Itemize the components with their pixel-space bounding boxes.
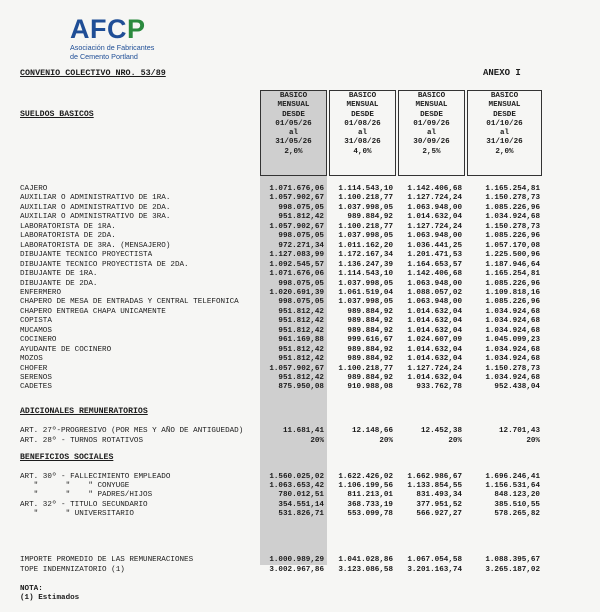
table-row-value: 20% [448, 436, 462, 445]
table-row-value: 910.988,08 [347, 383, 393, 392]
table-row-label: ART. 27º-PROGRESIVO (POR MES Y AÑO DE ANTIGUEDAD) [20, 427, 244, 435]
nota-line: (1) Estimados [20, 594, 80, 602]
table-row-value: 1.057.170,08 [485, 241, 540, 250]
table-row-value: 1.127.083,99 [269, 251, 324, 260]
table-row-value: 1.085.226,96 [485, 232, 540, 241]
table-row-label: LABORATORISTA DE 2DA. [20, 232, 116, 241]
table-row-label: LABORATORISTA DE 3RA. (MENSAJERO) [20, 241, 171, 250]
table-row-value: 1.014.632,04 [407, 326, 462, 335]
table-row-label: " " " PADRES/HIJOS [20, 491, 153, 500]
total-row-value: 3.002.967,86 [269, 565, 324, 574]
table-row-value: 1.100.218,77 [338, 194, 393, 203]
afcp-logo [70, 14, 190, 66]
table-row-value: 1.622.426,02 [338, 473, 393, 481]
table-row-value: 998.075,05 [278, 298, 324, 307]
table-row-value: 1.063.653,42 [269, 482, 324, 491]
table-row-value: 1.100.218,77 [338, 364, 393, 373]
total-row-value: 1.000.989,29 [269, 556, 324, 564]
table-row-value: 1.014.632,04 [407, 374, 462, 382]
table-row-value: 989.884,92 [347, 355, 393, 364]
total-row-label: IMPORTE PROMEDIO DE LAS REMUNERACIONES [20, 556, 194, 564]
table-row-label: MOZOS [20, 355, 43, 364]
table-row-value: 951.812,42 [278, 213, 324, 222]
table-row-value: 951.812,42 [278, 307, 324, 316]
table-row-value: 578.265,82 [494, 509, 540, 518]
table-row-label: DIBUJANTE TECNICO PROYECTISTA DE 2DA. [20, 260, 189, 269]
table-row-label: ART. 30º - FALLECIMIENTO EMPLEADO [20, 473, 171, 481]
table-row-value: 933.762,78 [416, 383, 462, 392]
column-header-3: BASICO MENSUAL DESDE 01/09/26 al 30/09/26 2,5% [413, 92, 450, 156]
table-row-value: 1.088.057,02 [407, 288, 462, 297]
table-row-value: 951.812,42 [278, 317, 324, 326]
table-row-value: 1.662.986,67 [407, 473, 462, 481]
table-row-value: 1.136.247,39 [338, 260, 393, 269]
table-row-value: 1.172.167,34 [338, 251, 393, 260]
table-row-label: CAJERO [20, 185, 48, 193]
table-row-value: 354.551,14 [278, 500, 324, 509]
table-row-value: 972.271,34 [278, 241, 324, 250]
table-row-value: 1.057.902,67 [269, 364, 324, 373]
table-row-value: 12.701,43 [498, 427, 540, 435]
total-row-value: 1.088.395,67 [485, 556, 540, 564]
table-row-value: 1.127.724,24 [407, 222, 462, 231]
table-row-label: ART. 32º - TITULO SECUNDARIO [20, 500, 148, 509]
table-row-value: 1.106.199,56 [338, 482, 393, 491]
table-row-label: MUCAMOS [20, 326, 52, 335]
table-row-label: COPISTA [20, 317, 52, 326]
table-row-value: 368.733,19 [347, 500, 393, 509]
table-row-value: 1.560.025,02 [269, 473, 324, 481]
table-row-value: 998.075,05 [278, 279, 324, 288]
table-row-label: SERENOS [20, 374, 52, 382]
table-row-value: 989.884,92 [347, 326, 393, 335]
logo-wordmark: AFCP [70, 14, 146, 44]
section-adicionales: ADICIONALES REMUNERATORIOS [20, 407, 148, 416]
table-row-value: 1.114.543,10 [338, 270, 393, 279]
table-row-label: CHAPERO DE MESA DE ENTRADAS Y CENTRAL TELEFONICA [20, 298, 239, 307]
table-row-value: 12.148,66 [351, 427, 393, 435]
nota-title: NOTA: [20, 585, 43, 593]
table-row-value: 1.156.531,64 [485, 482, 540, 491]
table-row-value: 1.014.632,04 [407, 345, 462, 354]
table-row-label: AUXILIAR O ADMINISTRATIVO DE 2DA. [20, 203, 171, 212]
table-row-value: 989.884,92 [347, 374, 393, 382]
table-row-value: 1.037.998,05 [338, 279, 393, 288]
total-row-value: 3.123.086,58 [338, 565, 393, 574]
table-row-value: 1.100.218,77 [338, 222, 393, 231]
table-row-value: 1.057.902,67 [269, 194, 324, 203]
table-row-value: 1.020.691,39 [269, 288, 324, 297]
table-row-value: 1.036.441,25 [407, 241, 462, 250]
table-row-value: 1.034.924,68 [485, 355, 540, 364]
table-row-value: 1.142.406,68 [407, 270, 462, 279]
table-row-value: 20% [310, 436, 324, 445]
total-row-value: 3.265.187,02 [485, 565, 540, 574]
section-sueldos: SUELDOS BASICOS [20, 110, 94, 119]
table-row-value: 1.071.676,06 [269, 270, 324, 279]
table-row-value: 1.164.653,57 [407, 260, 462, 269]
table-row-value: 1.127.724,24 [407, 364, 462, 373]
table-row-value: 811.213,01 [347, 491, 393, 500]
table-row-value: 1.092.545,57 [269, 260, 324, 269]
table-row-value: 1.085.226,96 [485, 279, 540, 288]
table-row-value: 1.225.500,96 [485, 251, 540, 260]
total-row-label: TOPE INDEMNIZATORIO (1) [20, 565, 125, 574]
table-row-label: AUXILIAR O ADMINISTRATIVO DE 3RA. [20, 213, 171, 222]
table-row-value: 875.950,08 [278, 383, 324, 392]
table-row-value: 999.616,67 [347, 336, 393, 345]
column-header-2: BASICO MENSUAL DESDE 01/08/26 al 31/08/26 4,0% [344, 92, 381, 156]
table-row-label: DIBUJANTE TECNICO PROYECTISTA [20, 251, 153, 260]
table-row-value: 951.812,42 [278, 326, 324, 335]
table-row-value: 1.014.632,04 [407, 317, 462, 326]
table-row-value: 1.061.519,04 [338, 288, 393, 297]
table-row-value: 1.034.924,68 [485, 317, 540, 326]
anexo-label: ANEXO I [483, 68, 521, 78]
table-row-value: 1.063.948,00 [407, 203, 462, 212]
logo-subtitle: Asociación de Fabricantes de Cemento Portland [70, 43, 155, 61]
table-row-label: " " " CONYUGE [20, 482, 130, 491]
table-row-label: CHOFER [20, 364, 48, 373]
table-row-value: 1.187.946,64 [485, 260, 540, 269]
table-row-value: 1.034.924,68 [485, 213, 540, 222]
table-row-value: 952.438,04 [494, 383, 540, 392]
table-row-label: ENFERMERO [20, 288, 62, 297]
table-row-value: 1.014.632,04 [407, 213, 462, 222]
table-row-label: CHAPERO ENTREGA CHAPA UNICAMENTE [20, 307, 166, 316]
table-row-value: 998.075,05 [278, 232, 324, 241]
table-row-value: 1.127.724,24 [407, 194, 462, 203]
table-row-value: 1.150.278,73 [485, 364, 540, 373]
table-row-label: AYUDANTE DE COCINERO [20, 345, 112, 354]
total-row-value: 3.201.163,74 [407, 565, 462, 574]
table-row-value: 1.063.948,00 [407, 232, 462, 241]
table-row-value: 20% [379, 436, 393, 445]
table-row-value: 1.085.226,96 [485, 298, 540, 307]
table-row-value: 377.951,52 [416, 500, 462, 509]
table-row-value: 951.812,42 [278, 355, 324, 364]
table-row-value: 531.826,71 [278, 509, 324, 518]
table-row-value: 1.109.818,16 [485, 288, 540, 297]
column-header-1: BASICO MENSUAL DESDE 01/05/26 al 31/05/26 2,0% [275, 92, 312, 156]
table-row-value: 961.169,88 [278, 336, 324, 345]
table-row-value: 1.057.902,67 [269, 222, 324, 231]
table-row-value: 1.063.948,00 [407, 298, 462, 307]
table-row-value: 1.034.924,68 [485, 345, 540, 354]
table-row-value: 1.034.924,68 [485, 307, 540, 316]
table-row-value: 11.681,41 [282, 427, 324, 435]
table-row-value: 1.014.632,04 [407, 307, 462, 316]
table-row-label: DIBUJANTE DE 2DA. [20, 279, 98, 288]
total-row-value: 1.067.054,58 [407, 556, 462, 564]
table-row-label: DIBUJANTE DE 1RA. [20, 270, 98, 279]
table-row-value: 1.037.998,05 [338, 298, 393, 307]
table-row-value: 20% [526, 436, 540, 445]
table-row-value: 989.884,92 [347, 317, 393, 326]
table-row-value: 12.452,38 [420, 427, 462, 435]
table-row-value: 989.884,92 [347, 345, 393, 354]
table-row-label: LABORATORISTA DE 1RA. [20, 222, 116, 231]
table-row-value: 1.150.278,73 [485, 194, 540, 203]
table-row-value: 1.165.254,81 [485, 185, 540, 193]
table-row-label: CADETES [20, 383, 52, 392]
table-row-value: 385.510,55 [494, 500, 540, 509]
table-row-value: 1.696.246,41 [485, 473, 540, 481]
table-row-value: 1.037.998,05 [338, 232, 393, 241]
convenio-title: CONVENIO COLECTIVO NRO. 53/89 [20, 68, 166, 78]
table-row-label: AUXILIAR O ADMINISTRATIVO DE 1RA. [20, 194, 171, 203]
table-row-value: 1.114.543,10 [338, 185, 393, 193]
table-row-value: 1.165.254,81 [485, 270, 540, 279]
section-beneficios: BENEFICIOS SOCIALES [20, 453, 114, 462]
table-row-value: 1.024.607,09 [407, 336, 462, 345]
table-row-label: COCINERO [20, 336, 57, 345]
table-row-value: 951.812,42 [278, 345, 324, 354]
table-row-value: 951.812,42 [278, 374, 324, 382]
table-row-value: 1.034.924,68 [485, 326, 540, 335]
table-row-value: 1.045.099,23 [485, 336, 540, 345]
table-row-value: 1.037.998,05 [338, 203, 393, 212]
table-row-value: 1.014.632,04 [407, 355, 462, 364]
table-row-label: " " UNIVERSITARIO [20, 509, 134, 518]
table-row-value: 989.884,92 [347, 307, 393, 316]
table-row-value: 1.150.278,73 [485, 222, 540, 231]
table-row-value: 566.927,27 [416, 509, 462, 518]
table-row-value: 553.099,78 [347, 509, 393, 518]
table-row-value: 1.085.226,96 [485, 203, 540, 212]
table-row-value: 848.123,20 [494, 491, 540, 500]
table-row-value: 1.063.948,00 [407, 279, 462, 288]
table-row-value: 1.201.471,53 [407, 251, 462, 260]
table-row-label: ART. 28º - TURNOS ROTATIVOS [20, 436, 144, 445]
table-row-value: 998.075,05 [278, 203, 324, 212]
table-row-value: 831.493,34 [416, 491, 462, 500]
table-row-value: 989.884,92 [347, 213, 393, 222]
table-row-value: 1.142.406,68 [407, 185, 462, 193]
column-header-4: BASICO MENSUAL DESDE 01/10/26 al 31/10/26 2,0% [486, 92, 523, 156]
total-row-value: 1.041.028,86 [338, 556, 393, 564]
table-row-value: 1.133.854,55 [407, 482, 462, 491]
table-row-value: 1.071.676,06 [269, 185, 324, 193]
table-row-value: 780.012,51 [278, 491, 324, 500]
table-row-value: 1.034.924,68 [485, 374, 540, 382]
table-row-value: 1.011.162,20 [338, 241, 393, 250]
